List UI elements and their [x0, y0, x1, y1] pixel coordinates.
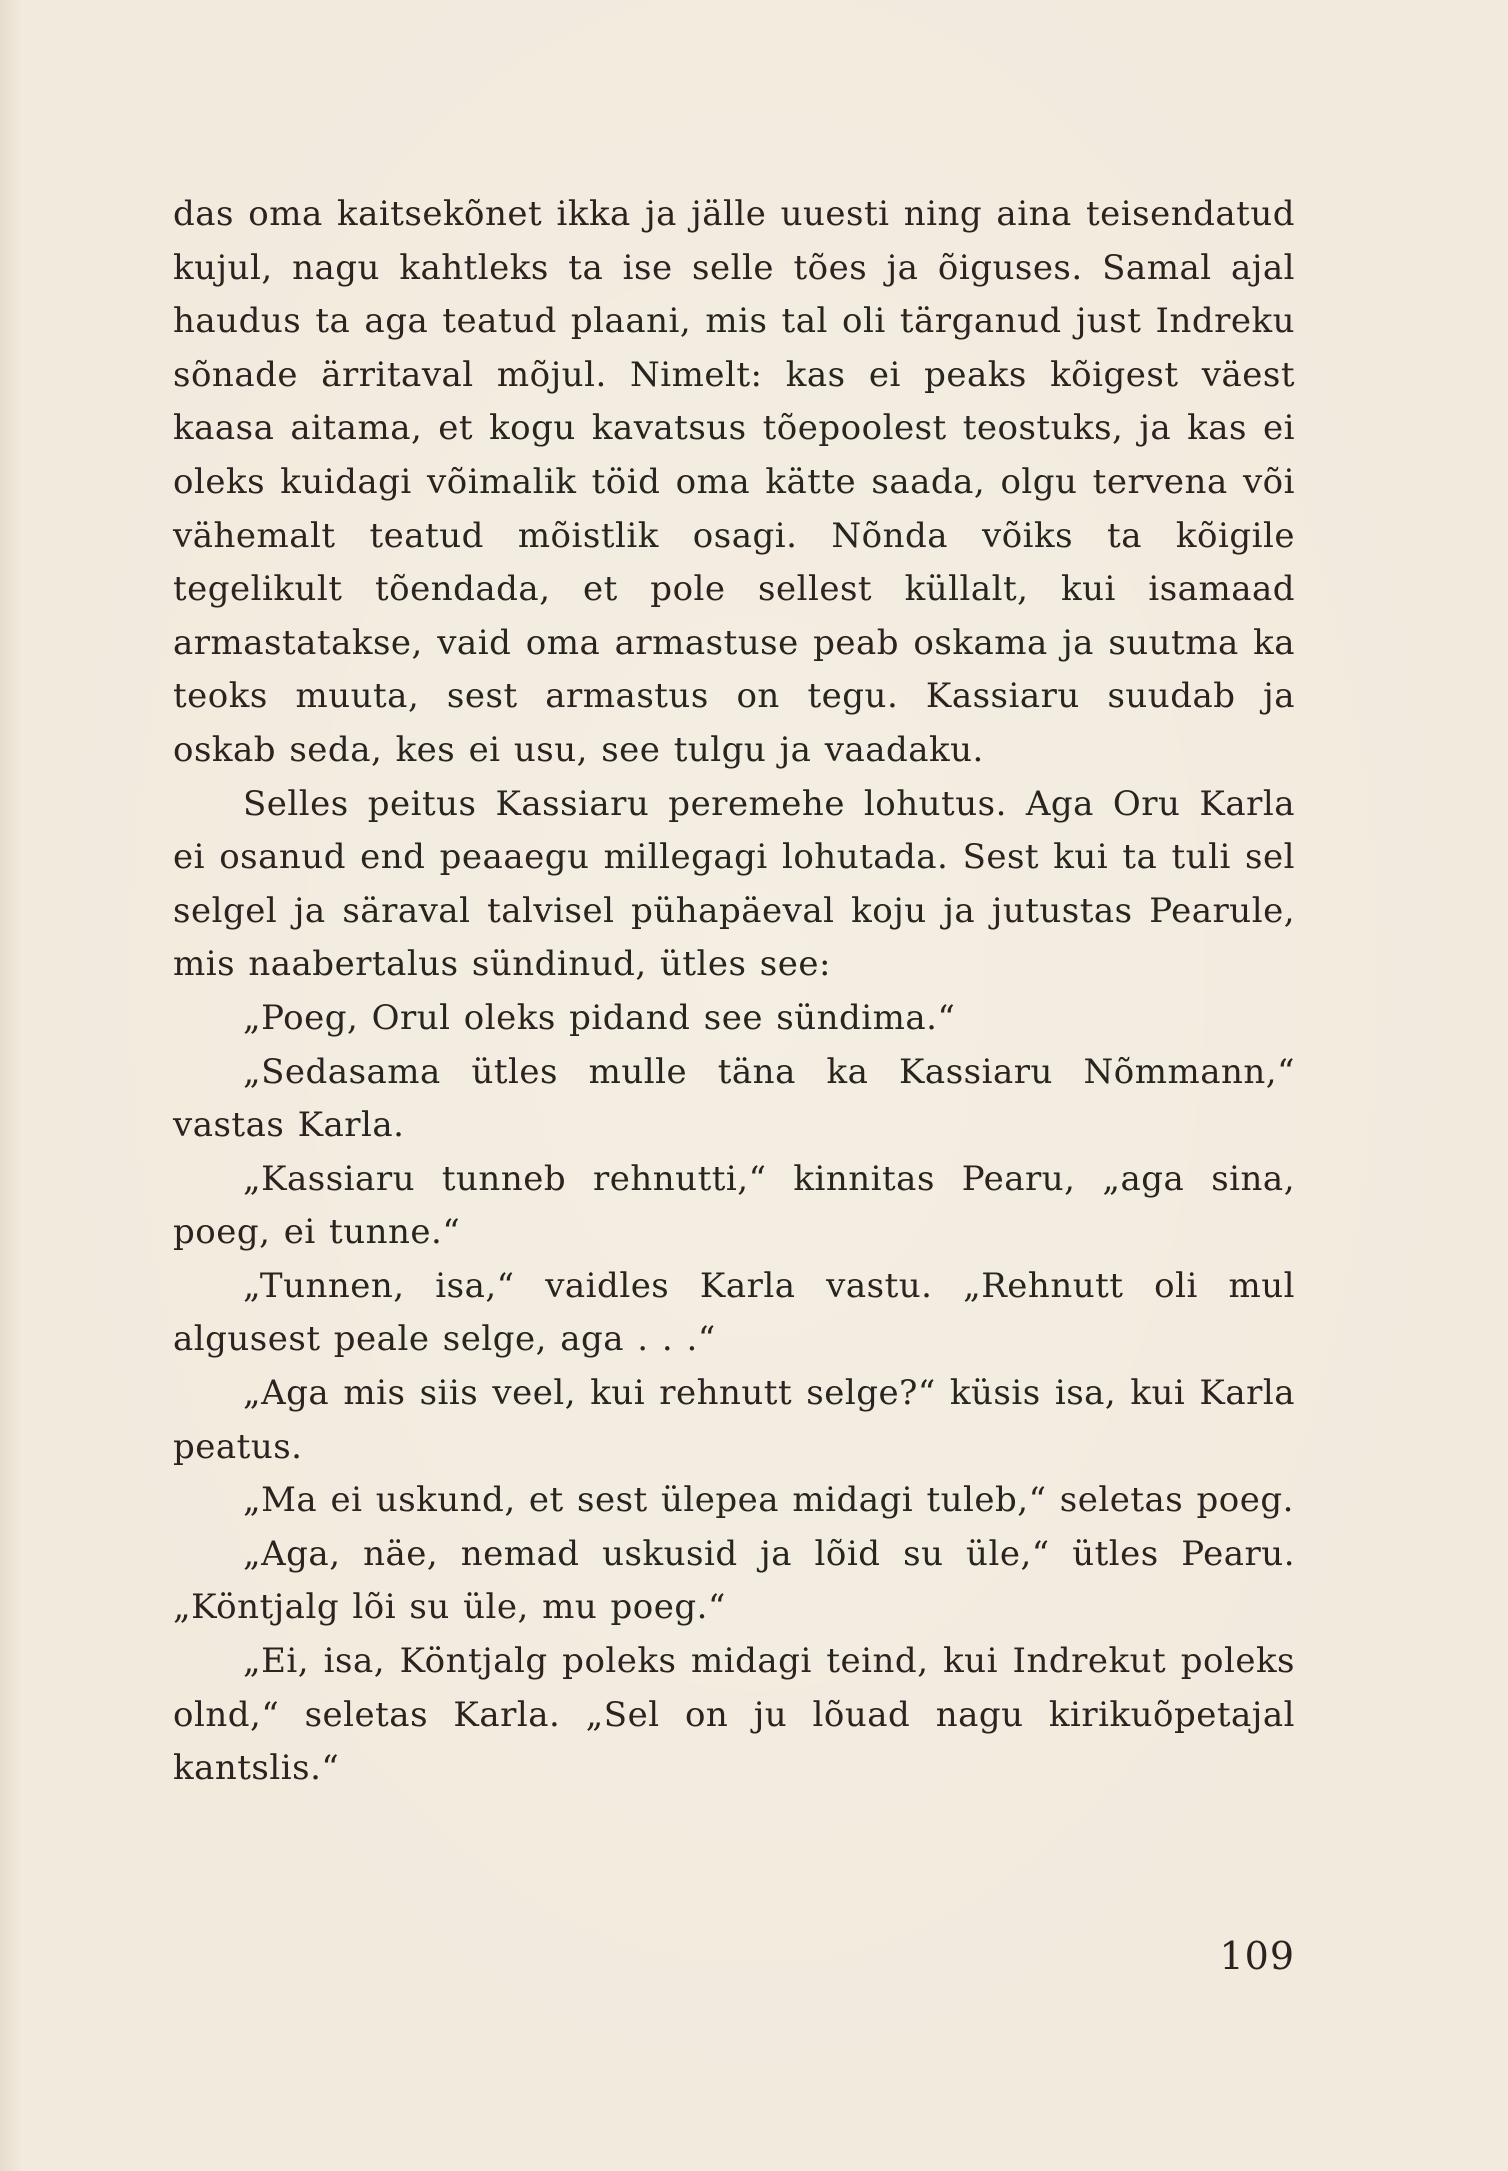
body-text	[173, 188, 1295, 1796]
paragraph-4: „Sedasama ütles mulle täna ka Kassiaru Nõmmann,“ vastas Karla.	[173, 1051, 1295, 1146]
paragraph-10: „Ei, isa, Köntjalg poleks midagi teind, kui Indrekut poleks olnd,“ seletas Karla. „Sel on ju lõuad nagu kirikuõpetajal kantslis.“	[173, 1641, 1295, 1789]
paragraph-1: das oma kaitsekõnet ikka ja jälle uuesti ning aina teisendatud kujul, nagu kahtleks ta ise selle tões ja õiguses. Samal ajal haudus ta aga teatud plaani, mis tal oli tärganud just Indreku sõnade ärritaval mõjul. Nimelt: kas ei peaks kõigest väest kaasa aitama, et kogu kavatsus tõepoolest teostuks, ja kas ei oleks kuidagi võimalik töid oma kätte saada, olgu tervena või vähemalt teatud mõistlik osagi. Nõnda võiks ta kõigile tegelikult tõendada, et pole sellest küllalt, kui isamaad armastatakse, vaid oma armastuse peab oskama ja suutma ka teoks muuta, sest armastus on tegu. Kassiaru suudab ja oskab seda, kes ei usu, see tulgu ja vaadaku.	[173, 194, 1295, 770]
paragraph-6: „Tunnen, isa,“ vaidles Karla vastu. „Rehnutt oli mul algusest peale selge, aga . . .“	[173, 1265, 1295, 1360]
paragraph-5: „Kassiaru tunneb rehnutti,“ kinnitas Pearu, „aga sina, poeg, ei tunne.“	[173, 1158, 1295, 1253]
paragraph-9: „Aga, näe, nemad uskusid ja lõid su üle,“ ütles Pearu. „Köntjalg lõi su üle, mu poeg.“	[173, 1533, 1295, 1628]
paragraph-8: „Ma ei uskund, et sest ülepea midagi tuleb,“ seletas poeg.	[243, 1480, 1294, 1521]
paragraph-7: „Aga mis siis veel, kui rehnutt selge?“ küsis isa, kui Karla peatus.	[173, 1373, 1295, 1467]
page-number: 109	[1219, 1934, 1295, 1978]
paragraph-2: Selles peitus Kassiaru peremehe lohutus. Aga Oru Karla ei osanud end peaaegu millegagi lohutada. Sest kui ta tuli sel selgel ja säraval talvisel pühapäeval koju ja jutustas Pearule, mis naabertalus sündinud, ütles see:	[173, 783, 1295, 985]
paragraph-3: „Poeg, Orul oleks pidand see sündima.“	[243, 997, 956, 1038]
